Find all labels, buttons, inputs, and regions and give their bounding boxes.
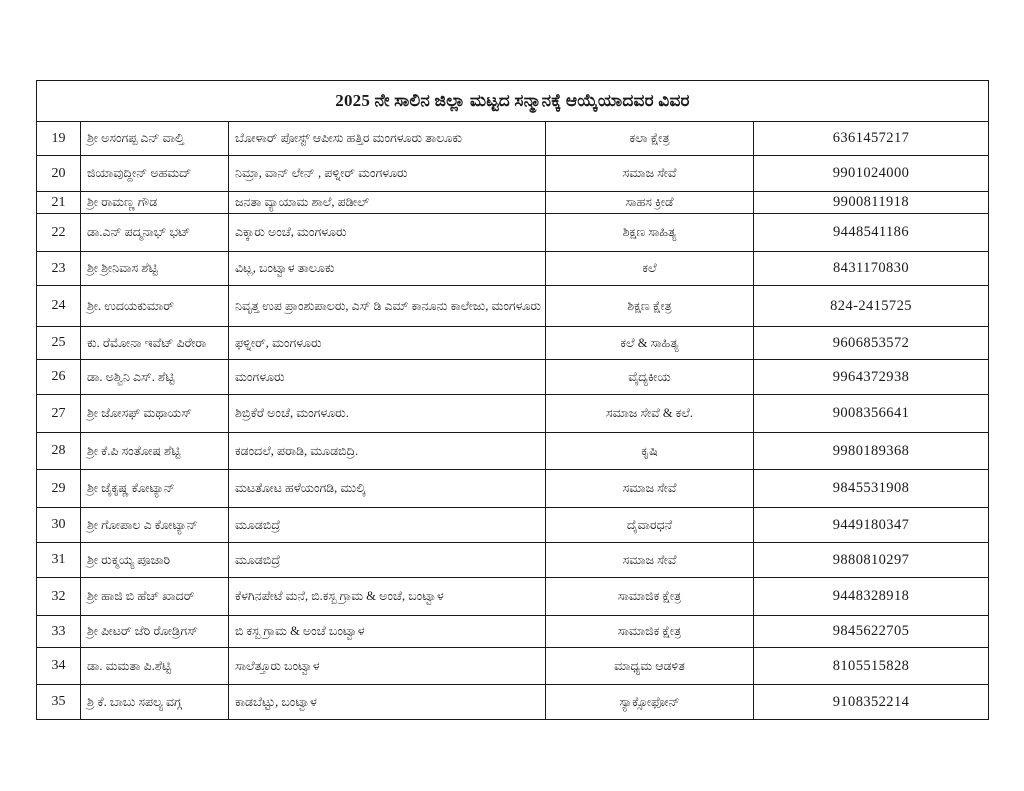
serial-number-cell: 24 — [37, 286, 81, 327]
table-row — [37, 214, 989, 252]
field-cell: ಶಿಕ್ಷಣ ಸಾಹಿತ್ಯ — [546, 214, 754, 252]
phone-cell: 9980189368 — [754, 433, 989, 470]
table-title-row — [37, 81, 989, 122]
address-cell: ಬೋಳಾರ್ ಪೋಸ್ಟ್ ಆಪೀಸು ಹತ್ತಿರ ಮಂಗಳೂರು ತಾಲೂಕು — [229, 122, 546, 156]
table-row — [37, 578, 989, 616]
serial-number-cell: 34 — [37, 648, 81, 685]
name-cell: ಶ್ರಿ ಕೆ. ಬಾಬು ಸಪಲ್ಯ ವಗ್ಗ — [81, 685, 229, 720]
table-row — [37, 192, 989, 214]
address-cell: ಎಕ್ಕಾರು ಅಂಚೆ, ಮಂಗಳೂರು — [229, 214, 546, 252]
field-cell: ಕಲೆ & ಸಾಹಿತ್ಯ — [546, 327, 754, 360]
serial-number-cell: 23 — [37, 252, 81, 286]
field-cell: ಕೃಷಿ — [546, 433, 754, 470]
phone-cell: 9964372938 — [754, 360, 989, 395]
address-cell: ಶಿಬ್ರಿಕೆರೆ ಅಂಚೆ, ಮಂಗಳೂರು. — [229, 395, 546, 433]
phone-cell: 9108352214 — [754, 685, 989, 720]
serial-number-cell: 22 — [37, 214, 81, 252]
name-cell: ಶ್ರೀ ರಾಮಣ್ಣ ಗೌಡ — [81, 192, 229, 214]
serial-number-cell: 25 — [37, 327, 81, 360]
field-cell: ವೈದ್ಯಕೀಯ — [546, 360, 754, 395]
serial-number-cell: 35 — [37, 685, 81, 720]
serial-number-cell: 19 — [37, 122, 81, 156]
name-cell: ಶ್ರೀ. ಉದಯಕುಮಾರ್ — [81, 286, 229, 327]
phone-cell: 9008356641 — [754, 395, 989, 433]
table-row — [37, 543, 989, 578]
serial-number-cell: 31 — [37, 543, 81, 578]
field-cell: ಕಲೆ — [546, 252, 754, 286]
field-cell: ಮಾಧ್ಯಮ ಆಡಳಿತ — [546, 648, 754, 685]
name-cell: ಶ್ರೀ ಜೈಕೃಷ್ಣ ಕೋಟ್ಯಾನ್ — [81, 470, 229, 508]
name-cell: ಡಾ.ಎನ್ ಪದ್ಮನಾಭ್ ಭಟ್ — [81, 214, 229, 252]
address-cell: ಮೂಡಬಿದ್ರೆ — [229, 508, 546, 543]
phone-cell: 9449180347 — [754, 508, 989, 543]
field-cell: ಸಾಮಾಜಿಕ ಕ್ಷೇತ್ರ — [546, 578, 754, 616]
address-cell: ಕಾಡಬೆಟ್ಟು, ಬಂಟ್ವಾಳ — [229, 685, 546, 720]
field-cell: ಸಮಾಜ ಸೇವೆ & ಕಲೆ. — [546, 395, 754, 433]
field-cell: ಸಾಹಸ ಕ್ರೀಡೆ — [546, 192, 754, 214]
field-cell: ಶಿಕ್ಷಣ ಕ್ಷೇತ್ರ — [546, 286, 754, 327]
name-cell: ಡಾ. ಮಮತಾ ಪಿ.ಶೆಟ್ಟಿ — [81, 648, 229, 685]
table-row — [37, 395, 989, 433]
name-cell: ಶ್ರೀ ಅಸಂಗಪ್ಪ ಎನ್ ವಾಲ್ತಿ — [81, 122, 229, 156]
table-row — [37, 470, 989, 508]
address-cell: ಮಂಗಳೂರು — [229, 360, 546, 395]
table-row — [37, 360, 989, 395]
address-cell: ಮಟತೋಟ ಹಳೆಯಂಗಡಿ, ಮುಲ್ಕಿ — [229, 470, 546, 508]
phone-cell: 8431170830 — [754, 252, 989, 286]
address-cell: ಮೂಡಬಿದ್ರೆ — [229, 543, 546, 578]
table-row — [37, 327, 989, 360]
name-cell: ಶ್ರೀ ರುಕ್ಮಯ್ಯ ಪೂಜಾರಿ — [81, 543, 229, 578]
address-cell: ಬಿ ಕಸ್ಬ ಗ್ರಾಮ & ಅಂಚೆ ಬಂಟ್ವಾಳ — [229, 616, 546, 648]
field-cell: ಸಮಾಜ ಸೇವೆ — [546, 156, 754, 192]
table-row — [37, 156, 989, 192]
phone-cell: 9880810297 — [754, 543, 989, 578]
field-cell: ಸಮಾಜ ಸೇವೆ — [546, 470, 754, 508]
serial-number-cell: 27 — [37, 395, 81, 433]
awardees-table — [36, 80, 989, 720]
phone-cell: 9901024000 — [754, 156, 989, 192]
table-row — [37, 252, 989, 286]
name-cell: ಶ್ರೀ ಗೋಪಾಲ ಎ ಕೋಟ್ಯಾನ್ — [81, 508, 229, 543]
serial-number-cell: 21 — [37, 192, 81, 214]
phone-cell: 9448541186 — [754, 214, 989, 252]
field-cell: ಸಮಾಜ ಸೇವೆ — [546, 543, 754, 578]
address-cell: ನಿವೃತ್ತ ಉಪ ಪ್ರಾಂಶುಪಾಲರು, ಎಸ್ ಡಿ ಎಮ್ ಕಾನೂನು ಕಾಲೇಜು, ಮಂಗಳೂರು — [229, 286, 546, 327]
phone-cell: 6361457217 — [754, 122, 989, 156]
name-cell: ಶ್ರೀ ಪೀಟರ್ ಜೆರಿ ರೋಡ್ರಿಗಸ್ — [81, 616, 229, 648]
phone-cell: 9900811918 — [754, 192, 989, 214]
address-cell: ಕೆಳಗಿನಪೇಟೆ ಮನೆ, ಬಿ.ಕಸ್ಬ ಗ್ರಾಮ & ಅಂಚೆ, ಬಂಟ್ವಾಳ — [229, 578, 546, 616]
serial-number-cell: 20 — [37, 156, 81, 192]
table-row — [37, 616, 989, 648]
address-cell: ನಿಮ್ರಾ, ವಾನ್ ಲೇನ್ , ಪಳ್ನೀರ್ ಮಂಗಳೂರು — [229, 156, 546, 192]
address-cell: ಫಳ್ನೀರ್, ಮಂಗಳೂರು — [229, 327, 546, 360]
address-cell: ವಿಟ್ಲ, ಬಂಟ್ವಾಳ ತಾಲೂಕು — [229, 252, 546, 286]
phone-cell: 9845531908 — [754, 470, 989, 508]
address-cell: ಜನತಾ ವ್ಯಾಯಾಮ ಶಾಲೆ, ಪಡೀಲ್ — [229, 192, 546, 214]
table-row — [37, 122, 989, 156]
name-cell: ಶ್ರೀ ಶ್ರೀನಿವಾಸ ಶೆಟ್ಟಿ — [81, 252, 229, 286]
table-row — [37, 433, 989, 470]
document-title: 2025 ನೇ ಸಾಲಿನ ಜಿಲ್ಲಾ ಮಟ್ಟದ ಸನ್ಮಾನಕ್ಕೆ ಆಯ್ಕೆಯಾದವರ ವಿವರ — [37, 81, 989, 122]
phone-cell: 9606853572 — [754, 327, 989, 360]
serial-number-cell: 30 — [37, 508, 81, 543]
name-cell: ಶ್ರೀ ಕೆ.ಪಿ ಸಂತೋಷ ಶೆಟ್ಟಿ — [81, 433, 229, 470]
name-cell: ಶ್ರೀ ಜೋಸಫ್ ಮಥಾಯಸ್ — [81, 395, 229, 433]
table-row — [37, 286, 989, 327]
phone-cell: 824-2415725 — [754, 286, 989, 327]
field-cell: ಕಲಾ ಕ್ಷೇತ್ರ — [546, 122, 754, 156]
serial-number-cell: 26 — [37, 360, 81, 395]
table-body — [37, 122, 989, 720]
name-cell: ಶ್ರೀ ಹಾಜಿ ಬಿ ಹೆಚ್ ಖಾದರ್ — [81, 578, 229, 616]
serial-number-cell: 28 — [37, 433, 81, 470]
address-cell: ಸಾಲೆತ್ತೂರು ಬಂಟ್ವಾಳ — [229, 648, 546, 685]
table-row — [37, 508, 989, 543]
name-cell: ಕು. ರೆಮೋನಾ ಇವೆಟ್ ಪಿರೇರಾ — [81, 327, 229, 360]
phone-cell: 8105515828 — [754, 648, 989, 685]
serial-number-cell: 29 — [37, 470, 81, 508]
field-cell: ಸಾಮಾಜಿಕ ಕ್ಷೇತ್ರ — [546, 616, 754, 648]
phone-cell: 9448328918 — [754, 578, 989, 616]
name-cell: ಜಿಯಾವುದ್ದೀನ್ ಅಹಮದ್ — [81, 156, 229, 192]
field-cell: ದೈವಾರಧನೆ — [546, 508, 754, 543]
name-cell: ಡಾ. ಅಶ್ವಿನಿ ಎಸ್. ಶೆಟ್ಟಿ — [81, 360, 229, 395]
address-cell: ಕಡಂದಲೆ, ಪರಾಡಿ, ಮೂಡಬಿದ್ರಿ. — [229, 433, 546, 470]
serial-number-cell: 33 — [37, 616, 81, 648]
phone-cell: 9845622705 — [754, 616, 989, 648]
field-cell: ಸ್ಯಾಕ್ಸೋಫೋನ್ — [546, 685, 754, 720]
table-row — [37, 648, 989, 685]
serial-number-cell: 32 — [37, 578, 81, 616]
table-row — [37, 685, 989, 720]
